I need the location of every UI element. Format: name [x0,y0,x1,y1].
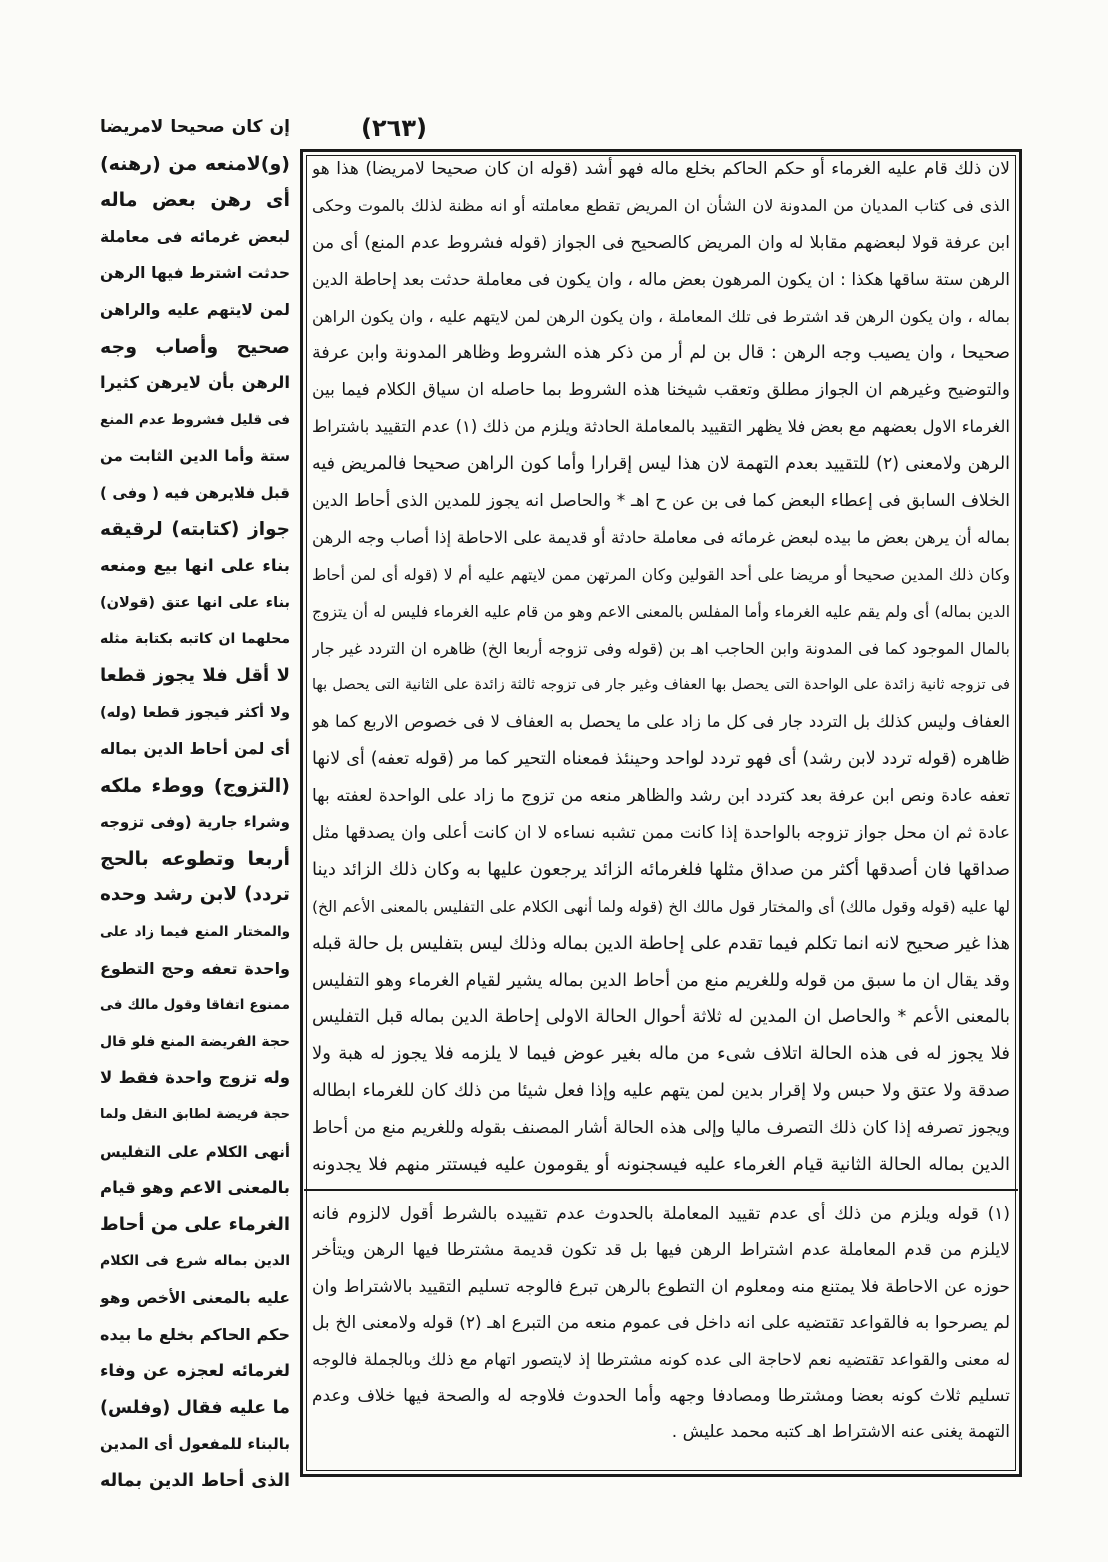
main-text-line: ابن عرفة قولا لبعضهم مقابلا له وان المريض كالصحيح فى الجواز (قوله فشروط عدم المنع) أى من [312,232,1010,253]
footnote-line: لم يصرحوا به فالقواعد تقتضيه على انه داخل فى عموم منعه من التبرع اهـ (٢) قوله ولامعنى الخ بل [312,1313,1010,1334]
margin-text-line: الرهن بأن لايرهن كثيرا [100,373,290,393]
main-text-line: بماله أن يرهن بعض ما بيده لبعض غرمائه فى معاملة حادثة أو قديمة على الاحاطة إذا أصاب وجه الرهن [312,527,1010,547]
margin-text-line: الذى أحاط الدين بماله [100,1470,290,1491]
main-text-line: صدقة ولا عتق ولا حبس ولا إقرار بدين لمن يتهم عليه وإذا فعل شيئا من ذلك كان للغرماء ابطاله [312,1081,1010,1102]
footnote-line: التهمة يغنى عنه الاشتراط اهـ كتبه محمد عليش . [671,1422,1010,1443]
main-text-line: والتوضيح وغيرهم ان الجواز مطلق وتعقب شيخنا هذه الشروط بما حاصله ان سياق الكلام فيما بين [312,380,1010,401]
margin-text-line: أى رهن بعض ماله [100,189,290,212]
margin-text-line: حجة الفريضة المنع فلو قال [100,1033,290,1050]
margin-text-line: بناء على انها بيع ومنعه [100,556,290,576]
margin-text-line: صحيح وأصاب وجه [100,335,290,358]
main-text-line: الذى فى كتاب المديان من المدونة لان الشأن ان المريض تقطع معاملته أو انه مظنة لذلك بالموت وحكى [312,195,1010,215]
main-text-line: صداقها فان أصدقها أكثر من صداق مثلها فلغرمائه الزائد يرجعون عليها به وكان ذلك الزائد دينا [312,858,1010,880]
margin-text-line: حكم الحاكم بخلع ما بيده [100,1324,290,1344]
main-text-line: الرهن ستة ساقها هكذا : ان يكون المرهون بعض ماله ، وان يكون فى معاملة حدثت بعد إحاطة الدين [312,269,1010,290]
margin-commentary [100,109,290,1500]
page-number: (٢٦٣) [361,114,427,142]
margin-text-line: ولا أكثر فيجوز قطعا (وله) [100,704,290,721]
main-text-line: هذا غير صحيح لانه انما تكلم فيما تقدم على إحاطة الدين بماله وذلك ليس بتفليس بل حالة قبله [312,932,1010,954]
main-text-line: وقد يقال ان ما سبق من قوله وللغريم منع من أحاط الدين بماله يشير لقيام الغرماء وهو التفليس [312,970,1010,991]
main-text-line: وكان ذلك المدين صحيحا أو مريضا على أحد القولين وكان المرتهن ممن لايتهم عليه أم لا (قوله أى لمن أحاط [312,565,1010,584]
margin-text-line: بالمعنى الاعم وهو قيام [100,1178,290,1198]
margin-text-line: وشراء جارية (وفى تزوجه [100,813,290,832]
main-text-line: بالمال الموجود كما فى المدونة وابن الحاجب اهـ بن (قوله وفى تزوجه أربعا الخ) ظاهره ان التردد غير جار [312,638,1010,658]
margin-text-line: تردد) لابن رشد وحده [100,884,290,906]
margin-text-line: والمختار المنع فيما زاد على [100,924,290,941]
margin-text-line: لا أقل فلا يجوز قطعا [100,664,290,686]
footnote-line: حوزه عن الاحاطة فلا يمتنع منه ومعلوم ان التطوع بالرهن تبرع فالوجه تسليم التقييد بالاشتراط وان [312,1276,1010,1297]
main-text-line: فلا يجوز له فى هذه الحالة اتلاف شىء من ماله بغير عوض فيما لا يلزمه فلا يجوز له هبة ولا [312,1043,1010,1065]
margin-text-line: حدثت اشترط فيها الرهن [100,264,290,283]
margin-text-line: جواز (كتابته) لرقيقه [100,518,290,540]
main-text-line: تعفه عادة ونص ابن عرفة بعد كتردد ابن رشد والظاهر منعه من تزوج ما زاد على الواحدة لعفته بها [312,786,1010,807]
margin-text-line: لمن لايتهم عليه والراهن [100,300,290,319]
margin-text-line: لبعض غرمائه فى معاملة [100,227,290,246]
main-text-line: صحيحا ، وان يصيب وجه الرهن : قال بن لم أر من ذكر هذه الشروط وظاهر المدونة وابن عرفة [312,343,1010,364]
main-text-line: لان ذلك قام عليه الغرماء أو حكم الحاكم بخلع ماله فهو أشد (قوله ان كان صحيحا لامريضا) هذا هو [312,159,1010,179]
margin-text-line: الغرماء على من أحاط [100,1213,290,1235]
margin-text-line: ما عليه فقال (وفلس) [100,1397,290,1418]
main-text-line: الدين بماله الحالة الثانية قيام الغرماء عليه فيسجنونه أو يقومون عليه فيستتر منهم فلا يجدونه [312,1154,1010,1176]
margin-text-line: عليه بالمعنى الأخص وهو [100,1289,290,1307]
margin-text-line: إن كان صحيحا لامريضا [100,117,290,137]
margin-text-line: أى لمن أحاط الدين بماله [100,740,290,759]
margin-text-line: الدين بماله شرع فى الكلام [100,1253,290,1270]
main-text-line: الدين بماله) أى ولم يقم عليه الغرماء وأما المفلس بالمعنى الاعم وهو من قام عليه الغرماء فليس له أن يتزوج [312,602,1010,621]
margin-text-line: حجة فريضة لطابق النقل ولما [100,1107,290,1123]
margin-text-line: (و)لامنعه من (رهنه) [100,152,290,175]
margin-text-line: قبل فلايرهن فيه ( وفى ) [100,483,290,502]
margin-text-line: ممنوع اتفاقا وقول مالك فى [100,997,290,1014]
footnote-line: تسليم ثلاث كونه بعضا ومشترطا ومصادفا وجهه وأما الحدوث فلاوجه له والصحة فيها خلاف وعدم [312,1385,1010,1406]
main-text-line: عادة ثم ان محل جواز تزوجه بالواحدة إذا كانت ممن تشبه نساءه لا ان كانت أعلى وان يصدقها مثل [312,823,1010,844]
margin-text-line: (التزوج) ووطء ملكه [100,774,290,797]
margin-text-line: بالبناء للمفعول أى المدين [100,1435,290,1454]
margin-text-line: واحدة تعفه وحج التطوع [100,958,290,978]
main-text-line: بالمعنى الأعم * والحاصل ان المدين له ثلاثة أحوال الحالة الاولى إحاطة الدين بماله قبل التفليس [312,1007,1010,1028]
main-text-line: الرهن ولامعنى (٢) للتقييد بعدم التهمة لان هذا ليس إقرارا وأما كون الراهن صحيحا فالمريض فيه [312,454,1010,475]
margin-text-line: ستة وأما الدين الثابت من [100,447,290,466]
main-commentary [312,151,1010,1184]
margin-text-line: أنهى الكلام على التفليس [100,1142,290,1161]
footnote-line: (١) قوله ويلزم من ذلك أى عدم تقييد المعاملة بالحدوث عدم تقييده بالشرط أقول لالزوم فانه [312,1204,1010,1224]
main-text-line: العفاف وليس كذلك بل التردد جار فى كل ما زاد على ما يحصل به العفاف لا فى خصوص الاربع كما هو [312,712,1010,732]
margin-text-line: لغرمائه لعجزه عن وفاء [100,1361,290,1381]
main-text-line: بماله ، وان يكون الرهن قد اشترط فى تلك المعاملة ، وان يكون الرهن لمن لايتهم عليه ، وان يكون الراهن [312,306,1010,326]
main-text-line: فى تزوجه ثانية زائدة على الواحدة التى يحصل بها العفاف وغير جار فى تزوجه ثالثة زائدة على الثانية التى يحصل بها [312,677,1010,694]
margin-text-line: وله تزوج واحدة فقط لا [100,1068,290,1088]
main-text-line: ظاهره (قوله تردد لابن رشد) أى فهو تردد لواحد وحينئذ فمعناه التحير كما مر (قوله تعفه) أى لانها [312,749,1010,770]
main-text-line: لها عليه (قوله وقول مالك) أى والمختار قول مالك الخ (قوله ولما أنهى الكلام على التفليس بالمعنى الأعم الخ) [312,897,1010,916]
footnotes [312,1196,1010,1451]
margin-text-line: أربعا وتطوعه بالحج [100,847,290,870]
margin-text-line: محلهما ان كاتبه بكتابة مثله [100,631,290,648]
margin-text-line: فى قليل فشروط عدم المنع [100,411,290,428]
footnote-line: لايلزم من قدم المعاملة عدم اشتراط الرهن فيها بل قد تكون قديمة مشترطا فيها الرهن ويتأخر [312,1240,1010,1261]
main-text-line: ويجوز تصرفه إذا كان ذلك التصرف ماليا وإلى هذه الحالة أشار المصنف بقوله وللغريم منع من أحاط [312,1118,1010,1139]
main-text-line: الخلاف السابق فى إعطاء البعض كما فى بن عن ح اهـ * والحاصل انه يجوز للمدين الذى أحاط الدين [312,491,1010,512]
margin-text-line: بناء على انها عتق (قولان) [100,594,290,611]
main-text-line: الغرماء الاول بعضهم مع بعض فلا يظهر التقييد بالمعاملة الحادثة ويلزم من ذلك (١) عدم التقييد باشتراط [312,417,1010,437]
footnote-divider [304,1189,1018,1191]
footnote-line: له معنى والقواعد تقتضيه نعم لاحاجة الى عده كونه مشترطا إذ لايتصور اتهام مع ذلك وبالجملة فالوجه [312,1349,1010,1369]
